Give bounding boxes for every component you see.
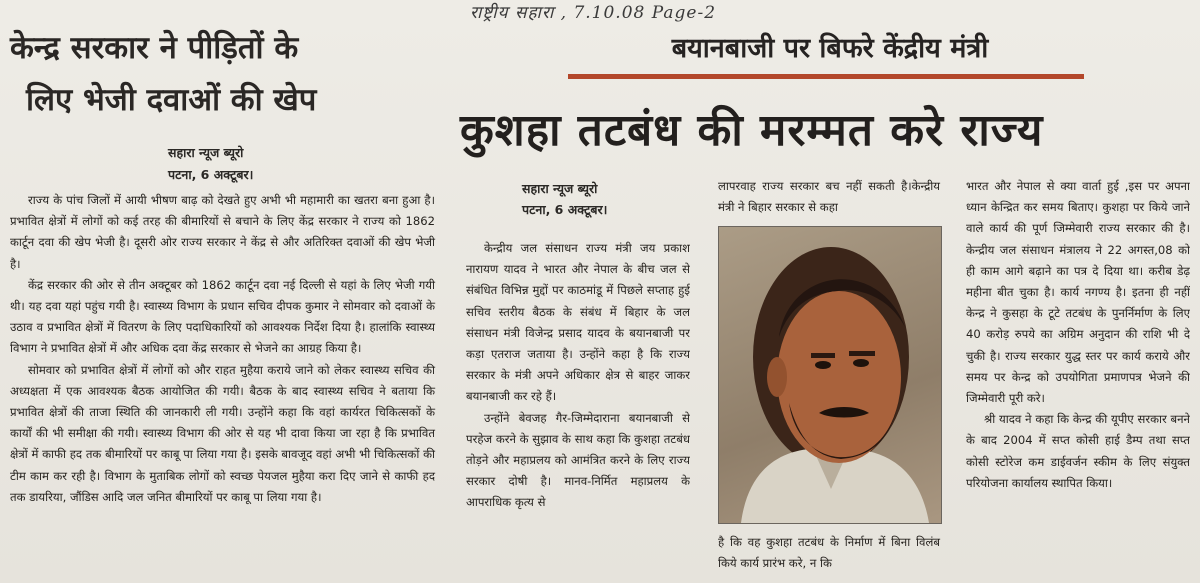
right-column-3 [966, 176, 1190, 580]
minister-portrait-image [719, 227, 941, 523]
left-headline-line2: लिए भेजी दवाओं की खेप [26, 82, 317, 118]
right-col3-paragraph-2: श्री यादव ने कहा कि केन्द्र की यूपीए सरकार बनने के बाद 2004 में सप्त कोसी हाई डैम्प तथा सप्त कोसी स्टोरेज कम डाईवर्जन स्कीम के लिए संयुक्त परियोजना कार्यालय स्थापित किया। [966, 412, 1190, 490]
left-byline [168, 142, 253, 186]
right-col3-paragraph-1: भारत और नेपाल से क्या वार्ता हुई ,इस पर अपना ध्यान केन्द्रित कर समय बिताए। कुशहा पर किये जाने वाले कार्य की पूर्ण जिम्मेवारी राज्य सरकार की है। केन्द्रीय जल संसाधन मंत्रालय ने 22 अगस्त,08 को ही काम आगे बढ़ाने का पत्र दे दिया था। करीब डेढ़ महीना बीत चुका है। कार्य नगण्य है। इतना ही नहीं केन्द्र ने कुसहा के टूटे तटबंध के पुनर्निर्माण के लिए 40 करोड़ रुपये का अग्रिम अनुदान की राशि भी दे चुकी है। राज्य सरकार युद्ध स्तर पर कार्य कराये और समय पर केन्द्र को उपयोगिता प्रमाणपत्र भेजने की जिम्मेवारी पूरी करे। [966, 179, 1190, 406]
left-byline-bureau: सहारा न्यूज ब्यूरो [168, 145, 244, 160]
left-headline-line1: केन्द्र सरकार ने पीड़ितों के [10, 30, 299, 66]
right-column-1 [466, 238, 690, 580]
right-byline [522, 178, 607, 220]
right-col1-paragraph-1: केन्द्रीय जल संसाधन राज्य मंत्री जय प्रकाश नारायण यादव ने भारत और नेपाल के बीच जल से संबंधित विभिन्न मुद्दों पर काठमांडू में पिछले सप्ताह हुई सचिव स्तरीय बैठक के संबंध में बिहार के जल संसाधन मंत्री विजेन्द्र प्रसाद यादव के बयानबाजी पर कड़ा एतराज जताया है। उन्होंने कहा है कि राज्य सरकार के मंत्री अपने अधिकार क्षेत्र से बाहर जाकर बयानबाजी कर रहे हैं। [466, 241, 690, 404]
handwritten-note: राष्ट्रीय सहारा , 7.10.08 Page-2 [470, 3, 717, 23]
kicker-rule [568, 74, 1084, 79]
right-column-2-bottom [718, 532, 940, 574]
right-headline: कुशहा तटबंध की मरम्मत करे राज्य [460, 105, 1044, 156]
left-paragraph-3: सोमवार को प्रभावित क्षेत्रों में लोगों को और राहत मुहैया कराये जाने को लेकर स्वास्थ्य सचिव की अध्यक्षता में एक आवश्यक बैठक आयोजित की गयी। बैठक के बाद स्वास्थ्य सचिव ने बताया कि प्रभावित क्षेत्रों की ताजा स्थिति की जानकारी ली गयी। उन्होंने कहा कि वहां कार्यरत चिकित्सकों के कार्यों की भी समीक्षा की गयी। स्वास्थ्य विभाग की ओर से यह भी दावा किया जा रहा है कि प्रभावित क्षेत्रों में काफी हद तक बीमारियों पर काबू पा लिया गया है। इसके बावजूद वहां अभी भी चिकित्सकों की टीम काम कर रही है। विभाग के मुताबिक लोगों को स्वच्छ पेयजल मुहैया करा दिए जाने से काफी हद तक डायरिया, जौंडिस आदि जल जनित बीमारियों पर काबू पा लिया गया है। [10, 362, 435, 504]
left-byline-dateline: पटना, 6 अक्टूबर। [168, 167, 254, 182]
minister-photo [718, 226, 942, 524]
left-paragraph-1: राज्य के पांच जिलों में आयी भीषण बाढ़ को देखते हुए अभी भी महामारी का खतरा बना हुआ है। प्रभावित क्षेत्रों में लोगों को कई तरह की बीमारियों से बचाने के लिए केंद्र सरकार ने राज्य को 1862 कार्टून दवा की खेप भेजी है। दूसरी ओर राज्य सरकार ने केंद्र से और अतिरिक्त दवाओं की खेप भेजी है। [10, 193, 435, 271]
right-col1-paragraph-2: उन्होंने बेवजह गैर-जिम्मेदाराना बयानबाजी से परहेज करने के सुझाव के साथ कहा कि कुशहा तटबंध तोड़ने और महाप्रलय को आमंत्रित करने के लिए राज्य सरकार दोषी है। मानव-निर्मित महाप्रलय के आपराधिक कृत्य से [466, 410, 690, 510]
left-article-body [10, 190, 435, 508]
right-byline-dateline: पटना, 6 अक्टूबर। [522, 202, 608, 217]
left-headline [10, 22, 430, 126]
right-column-2-top [718, 176, 940, 218]
right-col2-top-text: लापरवाह राज्य सरकार बच नहीं सकती है।केन्द्रीय मंत्री ने बिहार सरकार से कहा [718, 179, 940, 215]
right-kicker: बयानबाजी पर बिफरे केंद्रीय मंत्री [671, 33, 989, 64]
right-col2-bottom-text: है कि वह कुशहा तटबंध के निर्माण में बिना विलंब किये कार्य प्रारंभ करे, न कि [718, 535, 940, 571]
left-paragraph-2: केंद्र सरकार की ओर से तीन अक्टूबर को 1862 कार्टून दवा नई दिल्ली से यहां के लिए भेजी गयी थी। यह दवा यहां पहुंच गयी है। स्वास्थ्य विभाग के प्रधान सचिव दीपक कुमार ने सोमवार को दवाओं के उठाव व प्रभावित क्षेत्रों में वितरण के लिए पदाधिकारियों को आवश्यक निर्देश दिया है। हालांकि स्वास्थ्य विभाग ने प्रभावित क्षेत्रों में और अधिक दवा केंद्र सरकार से भेजने का आग्रह किया है। [10, 277, 435, 356]
right-byline-bureau: सहारा न्यूज ब्यूरो [522, 181, 598, 196]
